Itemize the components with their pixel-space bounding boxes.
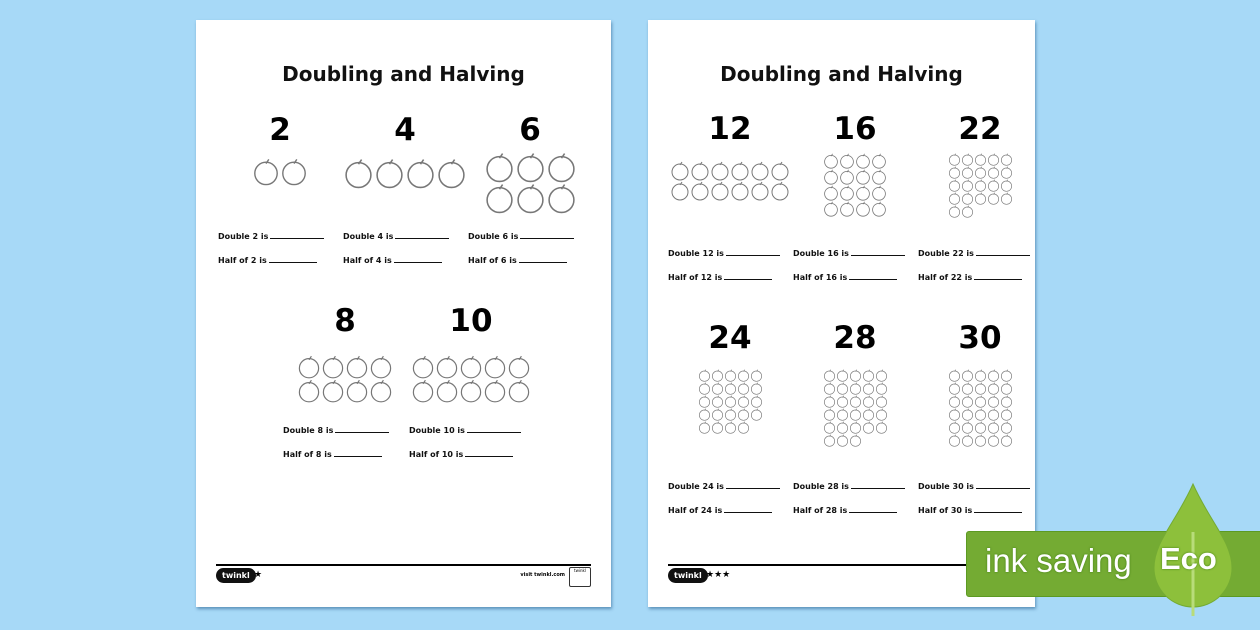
half-answer-line[interactable] <box>918 504 1022 515</box>
apple-icon <box>849 421 862 434</box>
apple-icon <box>987 369 1000 382</box>
apple-icon <box>987 166 1000 179</box>
apple-icon <box>871 169 887 185</box>
apple-icon <box>948 179 961 192</box>
answer-blank[interactable] <box>851 247 905 256</box>
apple-icon <box>823 201 839 217</box>
double-prompt: Double 22 is <box>918 249 974 258</box>
apple-icon <box>730 181 750 201</box>
apple-group <box>411 355 531 403</box>
apple-icon <box>724 408 737 421</box>
apple-icon <box>369 355 393 379</box>
double-prompt: Double 12 is <box>668 249 724 258</box>
apple-icon <box>698 369 711 382</box>
answer-blank[interactable] <box>976 247 1030 256</box>
half-answer-line[interactable] <box>668 504 772 515</box>
apple-icon <box>459 355 483 379</box>
answer-blank[interactable] <box>269 254 317 263</box>
apple-icon <box>737 382 750 395</box>
apple-icon <box>1000 434 1013 447</box>
apple-icon <box>987 434 1000 447</box>
number-heading: 24 <box>708 320 752 356</box>
double-answer-line[interactable] <box>793 247 905 258</box>
apple-icon <box>839 153 855 169</box>
apple-icon <box>948 382 961 395</box>
number-heading: 4 <box>394 112 416 148</box>
half-answer-line[interactable] <box>468 254 567 265</box>
answer-blank[interactable] <box>726 247 780 256</box>
apple-icon <box>849 408 862 421</box>
eco-label: Eco <box>1160 541 1217 576</box>
apple-icon <box>948 166 961 179</box>
apple-icon <box>750 382 763 395</box>
apple-icon <box>698 421 711 434</box>
number-item <box>409 303 533 459</box>
answer-blank[interactable] <box>724 504 772 513</box>
apple-icon <box>507 379 531 403</box>
page-title: Doubling and Halving <box>282 62 525 86</box>
apple-icon <box>849 369 862 382</box>
double-prompt: Double 28 is <box>793 482 849 491</box>
number-heading: 6 <box>519 112 541 148</box>
apple-icon <box>836 434 849 447</box>
apple-icon <box>823 408 836 421</box>
apple-icon <box>737 421 750 434</box>
apple-icon <box>374 158 405 189</box>
double-prompt: Double 30 is <box>918 482 974 491</box>
apple-icon <box>711 369 724 382</box>
apple-icon <box>711 421 724 434</box>
apple-icon <box>670 181 690 201</box>
apple-icon <box>724 421 737 434</box>
apple-icon <box>836 382 849 395</box>
apple-icon <box>698 382 711 395</box>
double-answer-line[interactable] <box>793 480 905 491</box>
apple-icon <box>862 421 875 434</box>
apple-icon <box>823 434 836 447</box>
apple-icon <box>961 408 974 421</box>
apple-icon <box>948 434 961 447</box>
apple-icon <box>875 421 888 434</box>
apple-icon <box>871 185 887 201</box>
apple-group <box>948 153 1013 218</box>
apple-icon <box>670 161 690 181</box>
answer-blank[interactable] <box>974 504 1022 513</box>
footer-rule <box>668 564 1015 566</box>
answer-blank[interactable] <box>394 254 442 263</box>
number-item <box>283 303 407 459</box>
number-heading: 10 <box>449 303 493 339</box>
double-answer-line[interactable] <box>668 480 780 491</box>
apple-icon <box>871 153 887 169</box>
answer-blank[interactable] <box>519 254 567 263</box>
double-answer-line[interactable] <box>343 230 449 241</box>
apple-icon <box>411 379 435 403</box>
apple-group <box>823 369 888 447</box>
apple-icon <box>974 408 987 421</box>
apple-group <box>297 355 393 403</box>
double-prompt: Double 24 is <box>668 482 724 491</box>
apple-icon <box>987 408 1000 421</box>
apple-group <box>698 369 763 434</box>
apple-icon <box>737 408 750 421</box>
apple-icon <box>961 434 974 447</box>
apple-icon <box>1000 179 1013 192</box>
number-item <box>793 320 917 515</box>
apple-icon <box>750 161 770 181</box>
apple-group <box>670 161 790 201</box>
apple-icon <box>483 355 507 379</box>
apple-icon <box>823 369 836 382</box>
apple-icon <box>546 183 577 214</box>
answer-blank[interactable] <box>976 480 1030 489</box>
answer-blank[interactable] <box>849 504 897 513</box>
double-prompt: Double 2 is <box>218 232 269 241</box>
half-prompt: Half of 10 is <box>409 450 464 459</box>
apple-icon <box>1000 408 1013 421</box>
apple-icon <box>1000 166 1013 179</box>
apple-icon <box>698 395 711 408</box>
apple-icon <box>1000 153 1013 166</box>
double-answer-line[interactable] <box>668 247 780 258</box>
half-prompt: Half of 6 is <box>468 256 517 265</box>
apple-icon <box>875 408 888 421</box>
half-prompt: Half of 30 is <box>918 506 973 515</box>
answer-blank[interactable] <box>465 448 513 457</box>
answer-blank[interactable] <box>335 424 389 433</box>
number-heading: 28 <box>833 320 877 356</box>
half-prompt: Half of 4 is <box>343 256 392 265</box>
apple-icon <box>855 153 871 169</box>
apple-icon <box>297 355 321 379</box>
apple-icon <box>724 369 737 382</box>
apple-icon <box>724 395 737 408</box>
apple-icon <box>1000 421 1013 434</box>
number-heading: 22 <box>958 111 1002 147</box>
apple-icon <box>948 153 961 166</box>
apple-icon <box>836 408 849 421</box>
apple-icon <box>321 379 345 403</box>
answer-blank[interactable] <box>467 424 521 433</box>
page-title: Doubling and Halving <box>720 62 963 86</box>
apple-icon <box>252 158 280 186</box>
half-prompt: Half of 12 is <box>668 273 723 282</box>
apple-icon <box>1000 369 1013 382</box>
apple-icon <box>507 355 531 379</box>
apple-icon <box>974 421 987 434</box>
apple-icon <box>711 395 724 408</box>
apple-icon <box>435 379 459 403</box>
apple-icon <box>948 205 961 218</box>
apple-icon <box>690 161 710 181</box>
apple-icon <box>855 169 871 185</box>
apple-icon <box>987 382 1000 395</box>
apple-icon <box>750 395 763 408</box>
apple-icon <box>724 382 737 395</box>
answer-blank[interactable] <box>851 480 905 489</box>
apple-icon <box>737 369 750 382</box>
apple-icon <box>1000 395 1013 408</box>
apple-icon <box>345 379 369 403</box>
answer-blank[interactable] <box>849 271 897 280</box>
apple-icon <box>369 379 393 403</box>
apple-icon <box>711 382 724 395</box>
half-answer-line[interactable] <box>668 271 772 282</box>
apple-icon <box>836 395 849 408</box>
number-item <box>918 111 1042 282</box>
apple-icon <box>823 382 836 395</box>
number-heading: 12 <box>708 111 752 147</box>
half-answer-line[interactable] <box>218 254 317 265</box>
apple-icon <box>849 434 862 447</box>
apple-icon <box>961 421 974 434</box>
number-item <box>668 111 792 282</box>
apple-icon <box>823 169 839 185</box>
apple-icon <box>823 395 836 408</box>
half-prompt: Half of 2 is <box>218 256 267 265</box>
double-prompt: Double 8 is <box>283 426 334 435</box>
apple-icon <box>839 201 855 217</box>
footer-rule <box>216 564 591 566</box>
apple-icon <box>459 379 483 403</box>
apple-group <box>252 158 308 186</box>
apple-icon <box>862 395 875 408</box>
apple-icon <box>698 408 711 421</box>
number-item <box>918 320 1042 515</box>
number-item <box>343 112 467 265</box>
ink-saving-label: ink saving <box>985 542 1132 579</box>
apple-icon <box>839 185 855 201</box>
apple-icon <box>484 152 515 183</box>
apple-icon <box>855 185 871 201</box>
apple-icon <box>961 369 974 382</box>
apple-icon <box>961 166 974 179</box>
half-prompt: Half of 22 is <box>918 273 973 282</box>
apple-icon <box>710 161 730 181</box>
apple-icon <box>823 421 836 434</box>
number-heading: 16 <box>833 111 877 147</box>
apple-icon <box>987 421 1000 434</box>
apple-icon <box>987 192 1000 205</box>
apple-icon <box>862 408 875 421</box>
apple-icon <box>1000 192 1013 205</box>
apple-icon <box>405 158 436 189</box>
twinkl-logo: twinkl <box>668 568 708 583</box>
apple-icon <box>862 382 875 395</box>
apple-icon <box>823 185 839 201</box>
apple-icon <box>961 153 974 166</box>
apple-icon <box>849 395 862 408</box>
apple-icon <box>546 152 577 183</box>
half-answer-line[interactable] <box>343 254 442 265</box>
apple-icon <box>987 395 1000 408</box>
apple-icon <box>849 382 862 395</box>
apple-icon <box>280 158 308 186</box>
apple-icon <box>875 395 888 408</box>
apple-icon <box>770 181 790 201</box>
apple-icon <box>974 434 987 447</box>
answer-blank[interactable] <box>974 271 1022 280</box>
answer-blank[interactable] <box>270 230 324 239</box>
double-answer-line[interactable] <box>218 230 324 241</box>
apple-icon <box>436 158 467 189</box>
apple-icon <box>750 181 770 201</box>
double-prompt: Double 4 is <box>343 232 394 241</box>
apple-icon <box>961 205 974 218</box>
apple-icon <box>737 395 750 408</box>
apple-icon <box>690 181 710 201</box>
apple-icon <box>862 369 875 382</box>
apple-icon <box>1000 382 1013 395</box>
apple-icon <box>730 161 750 181</box>
double-answer-line[interactable] <box>468 230 574 241</box>
apple-icon <box>483 379 507 403</box>
half-prompt: Half of 16 is <box>793 273 848 282</box>
number-heading: 8 <box>334 303 356 339</box>
apple-icon <box>948 395 961 408</box>
apple-icon <box>974 166 987 179</box>
apple-icon <box>875 369 888 382</box>
apple-icon <box>875 382 888 395</box>
answer-blank[interactable] <box>724 271 772 280</box>
apple-icon <box>343 158 374 189</box>
number-item <box>468 112 592 265</box>
double-answer-line[interactable] <box>918 247 1030 258</box>
apple-icon <box>836 369 849 382</box>
apple-icon <box>948 192 961 205</box>
double-answer-line[interactable] <box>918 480 1030 491</box>
apple-icon <box>974 382 987 395</box>
number-item <box>793 111 917 282</box>
apple-icon <box>948 369 961 382</box>
half-prompt: Half of 8 is <box>283 450 332 459</box>
apple-icon <box>411 355 435 379</box>
twinkl-logo: twinkl <box>216 568 256 583</box>
worksheet-page-1 <box>196 20 611 607</box>
answer-blank[interactable] <box>726 480 780 489</box>
half-prompt: Half of 28 is <box>793 506 848 515</box>
apple-icon <box>871 201 887 217</box>
apple-icon <box>321 355 345 379</box>
apple-icon <box>987 153 1000 166</box>
number-heading: 2 <box>269 112 291 148</box>
number-item <box>218 112 342 265</box>
double-prompt: Double 10 is <box>409 426 465 435</box>
apple-icon <box>770 161 790 181</box>
apple-icon <box>297 379 321 403</box>
half-answer-line[interactable] <box>409 448 513 459</box>
difficulty-stars: ★ <box>254 570 263 580</box>
apple-icon <box>839 169 855 185</box>
apple-icon <box>961 192 974 205</box>
difficulty-stars: ★★★ <box>706 570 731 580</box>
half-prompt: Half of 24 is <box>668 506 723 515</box>
apple-icon <box>484 183 515 214</box>
half-answer-line[interactable] <box>793 504 897 515</box>
visit-link: visit twinkl.com <box>520 572 565 578</box>
apple-icon <box>948 408 961 421</box>
double-prompt: Double 6 is <box>468 232 519 241</box>
half-answer-line[interactable] <box>283 448 382 459</box>
apple-icon <box>974 369 987 382</box>
apple-icon <box>974 153 987 166</box>
apple-icon <box>855 201 871 217</box>
number-heading: 30 <box>958 320 1002 356</box>
double-answer-line[interactable] <box>283 424 389 435</box>
answer-blank[interactable] <box>520 230 574 239</box>
apple-icon <box>974 192 987 205</box>
apple-icon <box>750 408 763 421</box>
apple-icon <box>345 355 369 379</box>
apple-icon <box>961 395 974 408</box>
apple-icon <box>948 421 961 434</box>
apple-icon <box>987 179 1000 192</box>
apple-icon <box>823 153 839 169</box>
apple-icon <box>710 181 730 201</box>
apple-group <box>484 152 577 214</box>
apple-group <box>823 153 887 217</box>
apple-icon <box>961 382 974 395</box>
apple-icon <box>750 369 763 382</box>
apple-icon <box>435 355 459 379</box>
double-answer-line[interactable] <box>409 424 521 435</box>
double-prompt: Double 16 is <box>793 249 849 258</box>
apple-icon <box>711 408 724 421</box>
apple-group <box>343 158 467 189</box>
half-answer-line[interactable] <box>793 271 897 282</box>
apple-group <box>948 369 1013 447</box>
apple-icon <box>836 421 849 434</box>
answer-blank[interactable] <box>334 448 382 457</box>
number-item <box>668 320 792 515</box>
worksheet-page-2 <box>648 20 1035 607</box>
apple-icon <box>961 179 974 192</box>
apple-icon <box>974 179 987 192</box>
apple-icon <box>974 395 987 408</box>
half-answer-line[interactable] <box>918 271 1022 282</box>
apple-icon <box>515 183 546 214</box>
apple-icon <box>515 152 546 183</box>
answer-blank[interactable] <box>395 230 449 239</box>
quality-badge: twinkl <box>569 567 591 587</box>
